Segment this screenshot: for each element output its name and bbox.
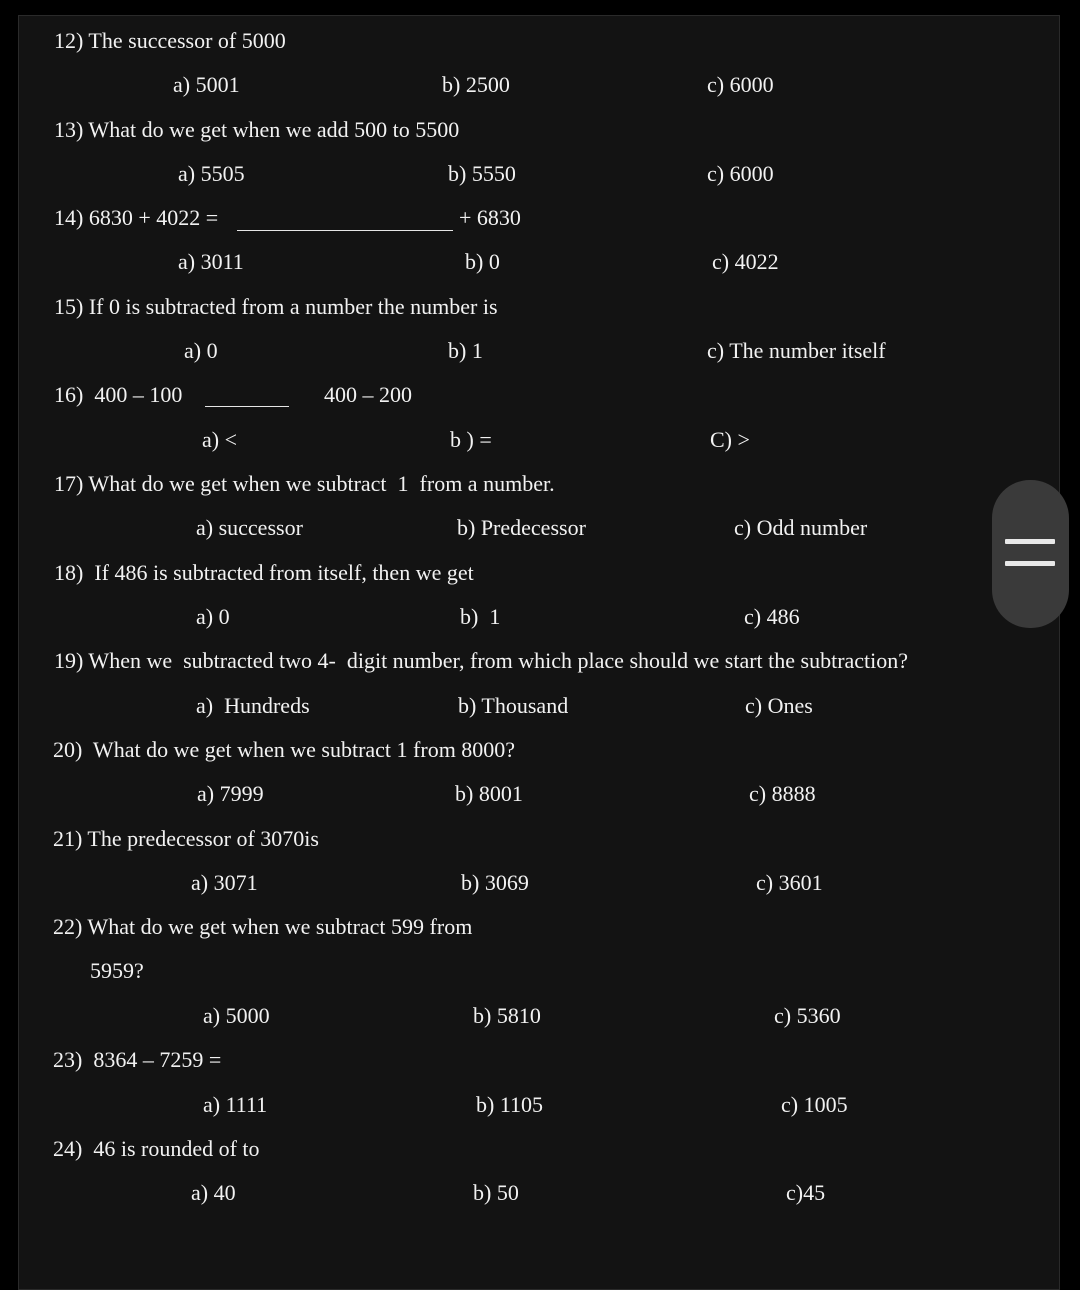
question-20: 20) What do we get when we subtract 1 from 8000?	[53, 737, 516, 762]
option-19-c: c) Ones	[745, 693, 813, 718]
option-23-c: c) 1005	[781, 1092, 848, 1117]
scroll-handle[interactable]	[992, 480, 1069, 628]
option-13-a: a) 5505	[178, 161, 245, 186]
option-17-a: a) successor	[196, 515, 303, 540]
option-18-c: c) 486	[744, 604, 800, 629]
question-16-rhs: 400 – 200	[324, 382, 412, 407]
option-24-a: a) 40	[191, 1180, 236, 1205]
question-16: 16) 400 – 100	[54, 382, 183, 407]
option-16-b: b ) =	[450, 427, 492, 452]
question-22-cont: 5959?	[90, 958, 144, 983]
option-22-c: c) 5360	[774, 1003, 841, 1028]
question-22: 22) What do we get when we subtract 599 from	[53, 914, 473, 939]
option-22-b: b) 5810	[473, 1003, 541, 1028]
option-21-b: b) 3069	[461, 870, 529, 895]
option-18-a: a) 0	[196, 604, 230, 629]
option-14-a: a) 3011	[178, 249, 244, 274]
option-17-c: c) Odd number	[734, 515, 868, 540]
question-13: 13) What do we get when we add 500 to 5500	[54, 117, 460, 142]
option-20-c: c) 8888	[749, 781, 816, 806]
option-21-a: a) 3071	[191, 870, 258, 895]
option-20-a: a) 7999	[197, 781, 264, 806]
option-16-c: C) >	[710, 427, 750, 452]
question-21: 21) The predecessor of 3070is	[53, 826, 319, 851]
question-17: 17) What do we get when we subtract 1 from a number.	[54, 471, 555, 496]
option-15-c: c) The number itself	[707, 338, 886, 363]
question-14-rhs: + 6830	[459, 205, 521, 230]
question-23: 23) 8364 – 7259 =	[53, 1047, 222, 1072]
option-13-b: b) 5550	[448, 161, 516, 186]
option-14-b: b) 0	[465, 249, 500, 274]
question-24: 24) 46 is rounded of to	[53, 1136, 260, 1161]
question-19: 19) When we subtracted two 4- digit number, from which place should we start the subtraction?	[54, 648, 909, 673]
option-18-b: b) 1	[460, 604, 501, 629]
answer-blank-16	[205, 406, 289, 407]
grip-line-top	[1005, 539, 1055, 544]
option-24-b: b) 50	[473, 1180, 519, 1205]
option-12-c: c) 6000	[707, 72, 774, 97]
question-15: 15) If 0 is subtracted from a number the number is	[54, 294, 498, 319]
option-23-a: a) 1111	[203, 1092, 268, 1117]
option-21-c: c) 3601	[756, 870, 823, 895]
option-24-c: c)45	[786, 1180, 826, 1205]
option-14-c: c) 4022	[712, 249, 779, 274]
answer-blank-14	[237, 230, 453, 231]
option-12-b: b) 2500	[442, 72, 510, 97]
question-12: 12) The successor of 5000	[54, 28, 286, 53]
grip-line-bottom	[1005, 561, 1055, 566]
question-14: 14) 6830 + 4022 =	[54, 205, 219, 230]
option-19-a: a) Hundreds	[196, 693, 310, 718]
option-15-b: b) 1	[448, 338, 483, 363]
option-17-b: b) Predecessor	[457, 515, 586, 540]
option-22-a: a) 5000	[203, 1003, 270, 1028]
option-13-c: c) 6000	[707, 161, 774, 186]
option-20-b: b) 8001	[455, 781, 523, 806]
option-23-b: b) 1105	[476, 1092, 544, 1117]
option-15-a: a) 0	[184, 338, 218, 363]
option-12-a: a) 5001	[173, 72, 240, 97]
question-18: 18) If 486 is subtracted from itself, then we get	[54, 560, 474, 585]
option-16-a: a) <	[202, 427, 237, 452]
option-19-b: b) Thousand	[458, 693, 569, 718]
